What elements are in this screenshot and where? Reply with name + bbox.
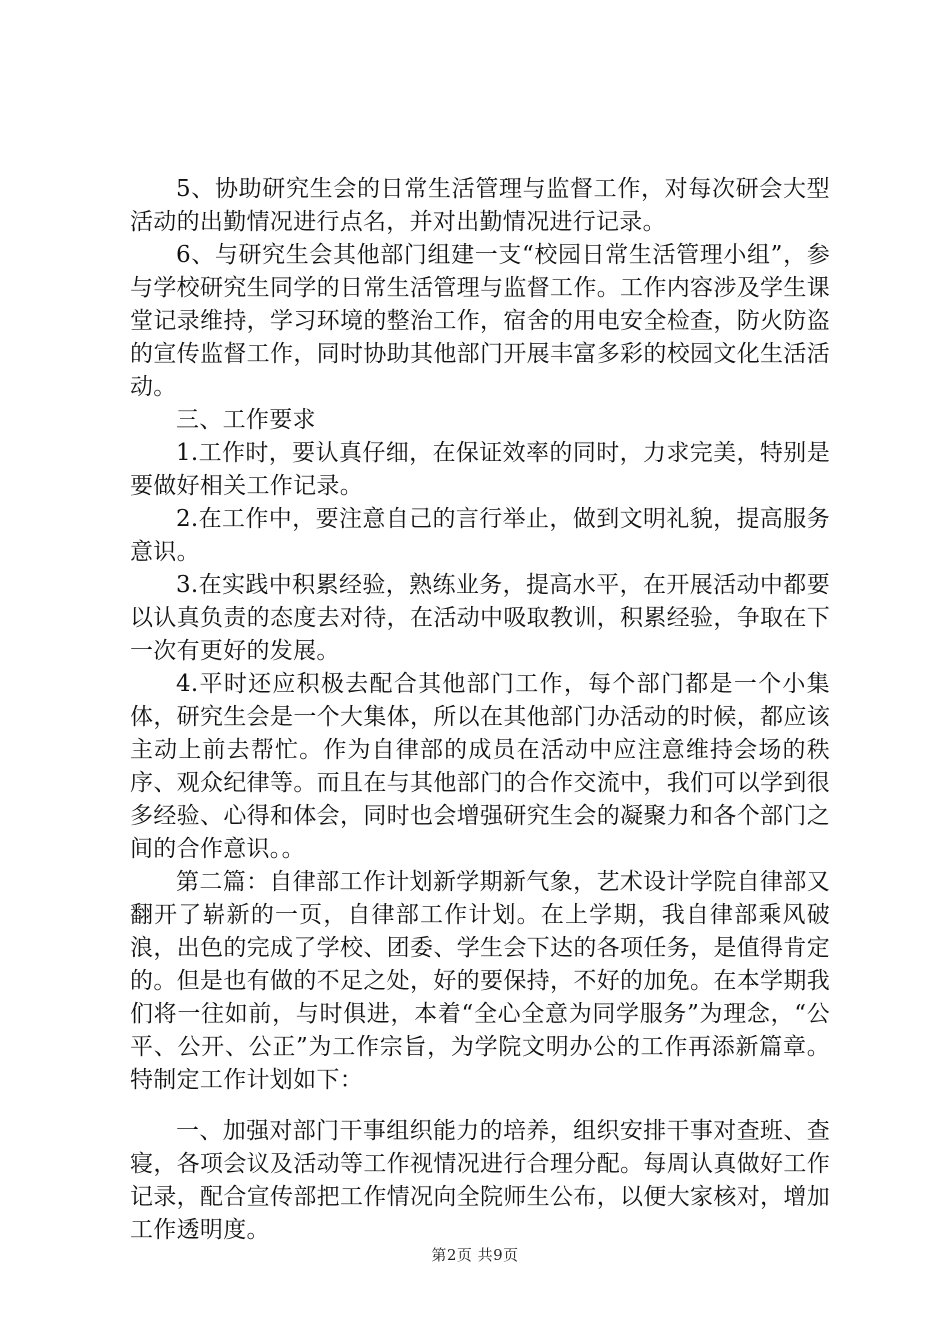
paragraph-requirement-4: 4.平时还应积极去配合其他部门工作，每个部门都是一个小集体，研究生会是一个大集体，所以在其他部门办活动的时候，都应该主动上前去帮忙。作为自律部的成员在活动中应注意维持会场的秩序、观众纪律等。而且在与其他部门的合作交流中，我们可以学到很多经验、心得和体会，同时也会增强研究生会的凝聚力和各个部门之间的合作意识。。 xyxy=(130,671,830,862)
paragraph-requirement-3: 3.在实践中积累经验，熟练业务，提高水平，在开展活动中都要以认真负责的态度去对待，在活动中吸取教训，积累经验，争取在下一次有更好的发展。 xyxy=(130,572,830,664)
paragraph-item-5: 5、协助研究生会的日常生活管理与监督工作，对每次研会大型活动的出勤情况进行点名，并对出勤情况进行记录。 xyxy=(130,176,830,235)
section-heading-requirements: 三、工作要求 xyxy=(176,407,316,433)
document-body xyxy=(130,173,830,1247)
paragraph-gap xyxy=(130,1097,830,1115)
page-number-footer: 第2页 共9页 xyxy=(431,1246,519,1264)
paragraph-plan-item-1: 一、加强对部门干事组织能力的培养，组织安排干事对查班、查寝，各项会议及活动等工作视情况进行合理分配。每周认真做好工作记录，配合宣传部把工作情况向全院师生公布，以便大家核对，增加工作透明度。 xyxy=(130,1118,830,1243)
paragraph-requirement-1: 1.工作时，要认真仔细，在保证效率的同时，力求完美，特别是要做好相关工作记录。 xyxy=(130,440,830,499)
paragraph-second-article: 第二篇：自律部工作计划新学期新气象，艺术设计学院自律部又翻开了崭新的一页，自律部工作计划。在上学期，我自律部乘风破浪，出色的完成了学校、团委、学生会下达的各项任务，是值得肯定的。但是也有做的不足之处，好的要保持，不好的加免。在本学期我们将一往如前，与时俱进，本着“全心全意为同学服务”为理念，“公平、公开、公正”为工作宗旨，为学院文明办公的工作再添新篇章。特制定工作计划如下： xyxy=(130,869,830,1093)
paragraph-item-6: 6、与研究生会其他部门组建一支“校园日常生活管理小组”，参与学校研究生同学的日常生活管理与监督工作。工作内容涉及学生课堂记录维持，学习环境的整治工作，宿舍的用电安全检查，防火防盗的宣传监督工作，同时协助其他部门开展丰富多彩的校园文化生活活动。 xyxy=(130,242,830,400)
paragraph-requirement-2: 2.在工作中，要注意自己的言行举止，做到文明礼貌，提高服务意识。 xyxy=(130,506,830,565)
